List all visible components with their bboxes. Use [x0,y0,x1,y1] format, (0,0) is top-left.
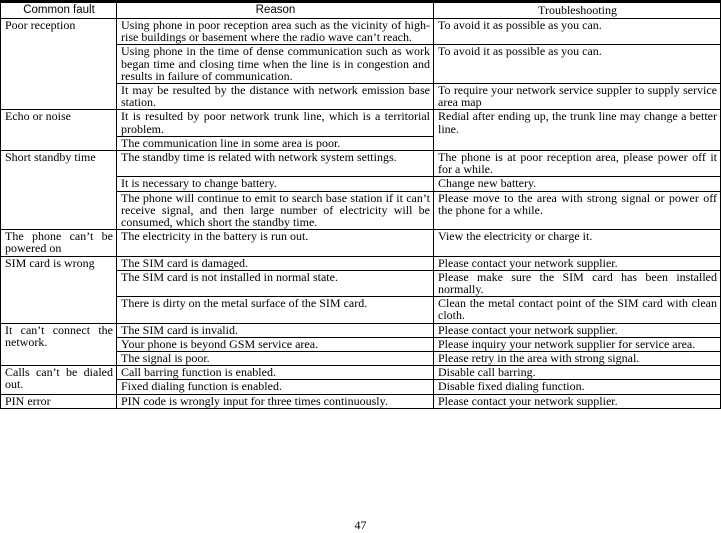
reason-cell: There is dirty on the metal surface of the SIM card. [117,297,434,323]
table-row [1,230,721,256]
reason-cell: It is resulted by poor network trunk line, which is a territorial problem. [117,110,434,136]
reason-cell: The SIM card is invalid. [117,323,434,337]
reason-cell: The electricity in the battery is run out. [117,230,434,256]
header-troubleshooting: Troubleshooting [434,3,721,19]
header-common-fault: Common fault [1,3,117,19]
fix-cell: To avoid it as possible as you can. [434,19,721,45]
fix-cell: Please inquiry your network supplier for service area. [434,337,721,351]
fault-cell: PIN error [1,394,117,408]
reason-cell: Fixed dialing function is enabled. [117,380,434,394]
fix-cell: Disable fixed dialing function. [434,380,721,394]
table-row [1,19,721,45]
table-row [1,110,721,136]
fix-cell: Clean the metal contact point of the SIM card with clean cloth. [434,297,721,323]
reason-cell: Your phone is beyond GSM service area. [117,337,434,351]
fault-cell: Short standby time [1,151,117,230]
fix-cell: Please retry in the area with strong signal. [434,352,721,366]
fix-cell: View the electricity or charge it. [434,230,721,256]
reason-cell: It is necessary to change battery. [117,177,434,191]
table-row [1,366,721,380]
fix-cell: Please contact your network supplier. [434,256,721,270]
fix-cell: Change new battery. [434,177,721,191]
fault-cell: SIM card is wrong [1,256,117,323]
header-reason: Reason [117,3,434,19]
reason-cell: The SIM card is damaged. [117,256,434,270]
fix-cell: To require your network service suppler to supply service area map [434,84,721,110]
table-row [1,394,721,408]
reason-cell: The signal is poor. [117,352,434,366]
reason-cell: Call barring function is enabled. [117,366,434,380]
fix-cell: To avoid it as possible as you can. [434,45,721,84]
page-number: 47 [354,518,367,532]
fault-cell: It can’t connect the network. [1,323,117,366]
fix-cell: Please move to the area with strong signal or power off the phone for a while. [434,191,721,230]
fault-cell: Poor reception [1,19,117,110]
fix-cell: Disable call barring. [434,366,721,380]
table-row [1,323,721,337]
reason-cell: PIN code is wrongly input for three times continuously. [117,394,434,408]
fault-cell: Echo or noise [1,110,117,151]
fix-cell: The phone is at poor reception area, please power off it for a while. [434,151,721,177]
reason-cell: The standby time is related with network system settings. [117,151,434,177]
fault-cell: Calls can’t be dialed out. [1,366,117,394]
fix-cell: Please contact your network supplier. [434,394,721,408]
troubleshooting-table [0,2,721,409]
fix-cell: Please make sure the SIM card has been installed normally. [434,270,721,296]
reason-cell: The communication line in some area is poor. [117,136,434,150]
fix-cell: Redial after ending up, the trunk line may change a better line. [434,110,721,151]
reason-cell: The SIM card is not installed in normal state. [117,270,434,296]
reason-cell: It may be resulted by the distance with network emission base station. [117,84,434,110]
fault-cell: The phone can’t be powered on [1,230,117,256]
reason-cell: The phone will continue to emit to search base station if it can’t receive signal, and then large number of electricity will be consumed, which short the standby time. [117,191,434,230]
table-header-row [1,3,721,19]
reason-cell: Using phone in poor reception area such as the vicinity of high-rise buildings or basement where the radio wave can’t reach. [117,19,434,45]
fix-cell: Please contact your network supplier. [434,323,721,337]
table-row [1,256,721,270]
reason-cell: Using phone in the time of dense communication such as work began time and closing time when the line is in congestion and results in failure of communication. [117,45,434,84]
table-row [1,151,721,177]
